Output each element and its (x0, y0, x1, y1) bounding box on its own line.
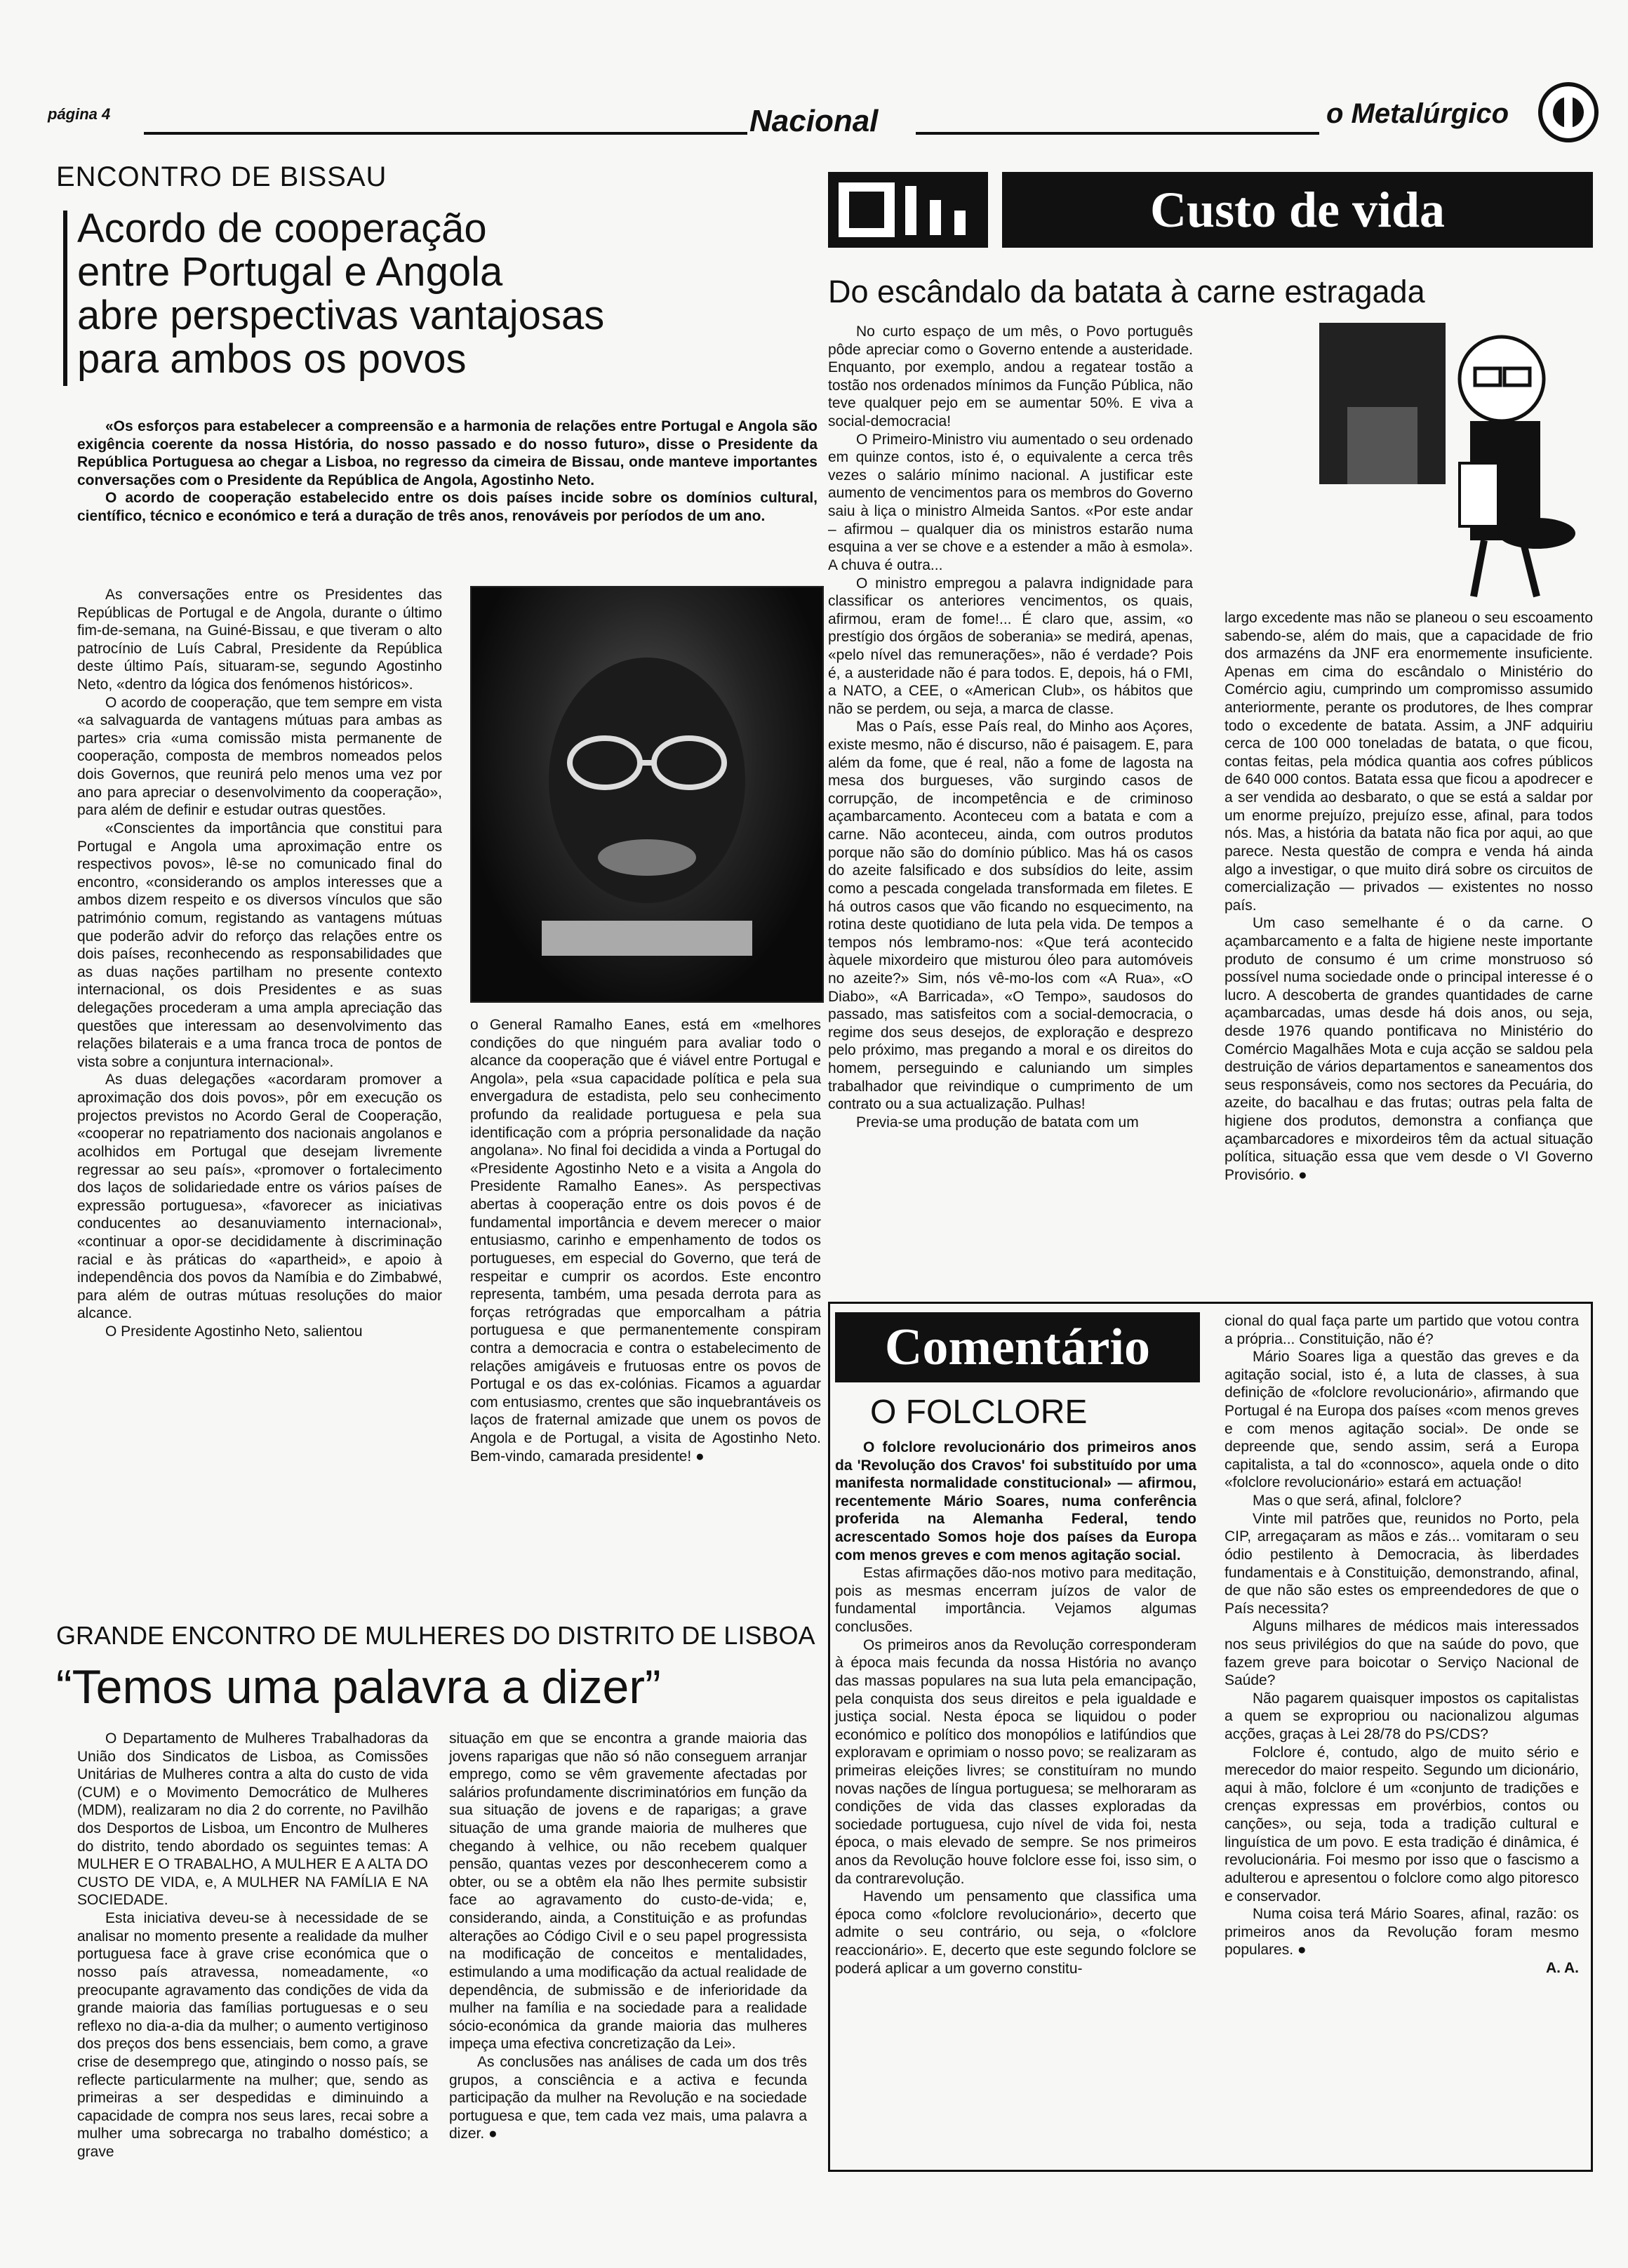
minister-cartoon (1319, 323, 1593, 603)
masthead-logo: o Metalúrgico (1326, 98, 1509, 129)
comentario-title: O FOLCLORE (870, 1394, 1088, 1431)
comentario-banner: Comentário (835, 1312, 1200, 1382)
body-paragraph: situação em que se encontra a grande maioria das jovens raparigas que não só não conseguem arranjar emprego, como se vêm gravemente afectadas por salários profundamente discriminatórios em função da sua situação de jovens e de raparigas; a grave situação de uma grande maioria de mulheres que chegando à velhice, ou não recebem qualquer pensão, quantas vezes por desconhecerem como a obter, ou se a obtêm ela não lhes permite subsistir face ao agravamento do custo-de-vida; e, considerando, ainda, a Constituição e as profundas alterações ao Código Civil e o seu papel progressista na modificação de conceitos e mentalidades, estimulando a uma modificação da actual realidade de dependência, de submissão e de inferioridade da mulher na família e na sociedade para a realidade sócio-económica da grande maioria das mulheres impeça uma efectiva concretização da Lei». (449, 1730, 807, 2053)
body-paragraph: Mas o País, esse País real, do Minho aos Açores, existe mesmo, não é discurso, não é paisagem. E, para além da fome, que é real, não a fome de lagosta na mesa dos burgueses, vão surgindo casos de corrupção, de incompetência e de criminoso açambarcamento. Aconteceu com a batata e com a carne. Não aconteceu, ainda, com outros produtos porque não são do domínio público. Mas há os casos do azeite falsificado e dos subsídios do leite, assim como a pescada congelada transformada em filetes. E há outros casos que vão ficando no esquecimento, na rotina deste quotidiano de luta pela vida. De tempos a tempos nós lembramo-nos: «Que terá acontecido àquele mixordeiro que misturou óleo para automóveis no azeite?» Sim, nós vê-mo-los com «A Rua», «O Diabo», «A Barricada», «O Tempo», saudosos do passado, mas satisfeitos com a social-democracia, o regime dos seus desejos, de exploração e desprezo pelo próximo, mas pregando a moral e os direitos do homem, perseguindo e caluniando um simples trabalhador que reivindique o cumprimento de um contrato ou a sua actualização. Pulhas! (828, 719, 1193, 1113)
comentario-column-2 (1225, 1312, 1579, 1977)
comentario-column-1 (835, 1439, 1196, 1977)
angola-lead-paragraph: O acordo de cooperação estabelecido entre os dois países incide sobre os domínios cultural, científico, técnico e económico e terá a duração de três anos, renováveis por períodos de um ano. (77, 490, 818, 525)
custo-banner: Custo de vida (1002, 172, 1593, 248)
body-paragraph: Um caso semelhante é o da carne. O açambarcamento e a falta de higiene neste importante produto de consumo é um crime monstruoso só possível numa sociedade onde o principal interesse é o lucro. A descoberta de grandes quantidades de carne açambarcadas, umas desde há dois anos, ou seja, desde 1976 quando pontificava no Ministério do Comércio Magalhães Mota e cuja acção se saldou pela destruição de vários departamentos e saneamentos dos seus responsáveis, como nos sectores da Pecuária, do azeite, do bacalhau e das frutas; outras pela falta de higiene dos produtos, demonstra a confiança que açambarcadores e mixordeiros têm da actual situação política, situação essa que vem desde o VI Governo Provisório. ● (1225, 915, 1593, 1183)
body-paragraph: As duas delegações «acordaram promover a aproximação dos dois povos», pôr em execução os projectos previstos no Acordo Geral de Cooperação, «cooperar no repatriamento dos nacionais angolanos e acolhidos em Portugal que desejam livremente regressar ao seu país», «promover o fortalecimento dos laços de solidariedade entre os vários países de expressão portuguesa», «favorecer as iniciativas conducentes ao desanuviamento internacional», «continuar a opor-se decididamente à discriminação racial e às práticas do «apartheid», e apoio à independência dos povos da Namíbia e do Zimbabwé, para além de outras mútuas resoluções do maior alcance. (77, 1072, 442, 1322)
comentario-frame-top (828, 1302, 1593, 1304)
angola-kicker: ENCONTRO DE BISSAU (56, 161, 387, 192)
body-paragraph: As conclusões nas análises de cada um dos três grupos, a consciência e a activa e fecunda participação da mulher na Revolução e na sociedade portuguesa e que, tem cada vez mais, uma palavra a dizer. ● (449, 2053, 807, 2142)
comentario-frame-bottom (828, 2170, 1593, 2172)
emblem-icon (1537, 81, 1600, 144)
custo-column-1 (828, 323, 1193, 1131)
comentario-frame-left (828, 1302, 830, 2172)
angola-headline-bar (63, 211, 67, 386)
angola-lead (77, 418, 818, 526)
body-paragraph: O Departamento de Mulheres Trabalhadoras da União dos Sindicatos de Lisboa, as Comissões Unitárias de Mulheres contra a alta do custo de vida (CUM) e o Movimento Democrático de Mulheres (MDM), realizaram no dia 2 do corrente, no Pavilhão dos Desportos de Lisboa, um Encontro de Mulheres do distrito, tendo abordado os seguintes temas: A MULHER E O TRABALHO, A MULHER E A ALTA DO CUSTO DE VIDA, e, A MULHER NA FAMÍLIA E NA SOCIEDADE. (77, 1730, 428, 1909)
angola-headline-line: Acordo de cooperação (77, 206, 487, 251)
custo-headline: Do escândalo da batata à carne estragada (828, 274, 1425, 309)
comentario-frame-right (1591, 1302, 1593, 2172)
custo-column-2 (1225, 609, 1593, 1185)
body-paragraph: O Presidente Agostinho Neto, salientou (105, 1323, 363, 1340)
mulheres-headline: “Temos uma palavra a dizer” (56, 1660, 661, 1714)
body-paragraph: Mas o que será, afinal, folclore? (1253, 1493, 1462, 1509)
mulheres-kicker: GRANDE ENCONTRO DE MULHERES DO DISTRITO DE LISBOA (56, 1621, 815, 1650)
body-paragraph: Esta iniciativa deveu-se à necessidade de se analisar no momento presente a realidade da mulher portuguesa face à grave crise económica que o nosso país atravessa, nomeadamente, «o preocupante agravamento das condições de vida da grande maioria das famílias portuguesas e o seu reflexo no dia-a-dia da mulher; o aumento vertiginoso dos preços dos bens essenciais, bem como, a grave crise de desemprego que, atingindo o nosso país, se reflecte particularmente na mulher; que, sendo as primeiras a ser despedidas e diminuindo a capacidade de compra nos seus lares, recai sobre a mulher uma sobrecarga no trabalho doméstico; a grave (77, 1910, 428, 2161)
body-paragraph: Estas afirmações dão-nos motivo para meditação, pois as mesmas encerram juízos de valor de fundamental importância. Vejamos algumas conclusões. (835, 1565, 1196, 1636)
mulheres-column-2 (449, 1730, 807, 2143)
custo-logo-box (828, 172, 988, 248)
body-paragraph: Havendo um pensamento que classifica uma época como «folclore revolucionário», decerto que admite o seu contrário, ou seja, o «folclore reaccionário». E, decerto que este segundo folclore se poderá aplicar a um governo constitu- (835, 1888, 1196, 1977)
body-paragraph: o General Ramalho Eanes, está em «melhores condições do que ninguém para avaliar todo o alcance da cooperação que é viável entre Portugal e Angola», pela «sua capacidade política e pela sua envergadura de estadista, pelo seu conhecimento profundo da realidade portuguesa e pela sua identificação com a própria personalidade da nação angolana». No final foi decidida a vinda a Portugal do «Presidente Agostinho Neto e a visita a Angola do Presidente Ramalho Eanes». As perspectivas abertas à cooperação entre os dois povos é de fundamental importância e devem merecer o maior entusiasmo, carinho e empenhamento de todos os portugueses, em especial do Governo, que terá de respeitar e cumprir os acordos. Este encontro representa, também, uma pesada derrota para as forças retrógradas que emporcalham a pátria portuguesa e que permanentemente conspiram contra a democracia e contra o estabelecimento de relações amigáveis e frutuosas entre os povos de Portugal e os das ex-colónias. Ficamos a aguardar com entusiasmo, crentes que são inquebrantáveis os laços de fraternal amizade que unem os povos de Angola e de Portugal, a visita de Agostinho Neto. Bem-vindo, camarada presidente! ● (470, 1017, 821, 1465)
body-paragraph: Não pagarem quaisquer impostos os capitalistas a quem se expropriou ou nacionalizou algumas acções, graças à Lei 28/78 do PS/CDS? (1225, 1690, 1579, 1743)
body-paragraph: Folclore é, contudo, algo de muito sério e merecedor do maior respeito. Segundo um dicionário, aqui à mão, folclore é um «conjunto de tradições e crenças expressas em provérbios, contos ou canções», ou seja, toda a tradição cultural e linguística de um povo. E esta tradição é dinâmica, é revolucionária. Foi mesmo por isso que o fascismo a adulterou e apresentou o folclore como algo pitoresco e conservador. (1225, 1744, 1579, 1905)
body-paragraph: O Primeiro-Ministro viu aumentado o seu ordenado em quinze contos, isto é, o equivalente a cerca três vezes o salário mínimo nacional. A justificar este aumento de vencimentos para os membros do Governo saiu à liça o ministro Almeida Santos. «Por este andar – afirmou – qualquer dia os ministros estarão numa esquina a ver se chove e a estender a mão à esmola». A chuva é outra... (828, 431, 1193, 573)
cartoon-illustration (1319, 323, 1593, 603)
body-paragraph: Previa-se uma produção de batata com um (856, 1114, 1139, 1130)
body-paragraph: O ministro empregou a palavra indignidade para classificar os anteriores vencimentos, os quais, afirmou, eram de fome!... É claro que, assim, «o prestígio dos órgãos de soberania» se medirá, apenas, «pelo nível das remunerações», não é verdade? Pois é, a austeridade não é para todos. E, depois, há o FMI, a NATO, a CEE, o «American Club», os hábitos que não se perdem, ou seja, a marca de classe. (828, 575, 1193, 717)
custo-logo-icon (828, 172, 988, 248)
body-paragraph: cional do qual faça parte um partido que votou contra a própria... Constituição, não é? (1225, 1313, 1579, 1347)
body-paragraph: Alguns milhares de médicos mais interessados nos seus privilégios do que na saúde do povo, que fazem greve para boicotar o Serviço Nacional de Saúde? (1225, 1618, 1579, 1689)
angola-headline (77, 207, 821, 381)
body-paragraph: Numa coisa terá Mário Soares, afinal, razão: os primeiros anos da Revolução foram mesmo populares. ● (1225, 1906, 1579, 1959)
angola-headline-line: entre Portugal e Angola (77, 249, 503, 295)
body-paragraph: Mário Soares liga a questão das greves e da agitação social, isto é, a luta de classes, à sua definição de «folclore revolucionário», afirmando que Portugal é na Europa dos países «com menos greves e com menos agitação social». De onde se depreende que, sendo assim, será a Europa capitalista, a tal do «connosco», aquela onde o dito «folclore revolucionário» estará em actuação! (1225, 1349, 1579, 1491)
agostinho-neto-photo (470, 586, 824, 1003)
section-name: Nacional (749, 104, 879, 138)
header-rule-left (144, 132, 747, 135)
body-paragraph: As conversações entre os Presidentes das Repúblicas de Portugal e de Angola, durante o último fim-de-semana, na Guiné-Bissau, e que tiveram o alto patrocínio de Luís Cabral, Presidente da República deste último País, situaram-se, segundo Agostinho Neto, «dentro da lógica dos fenómenos históricos». (77, 587, 442, 693)
body-paragraph: O folclore revolucionário dos primeiros anos da 'Revolução dos Cravos' foi substituído por uma manifesta normalidade constitucional» — afirmou, recentemente Mário Soares, numa conferência proferida na Alemanha Federal, tendo acrescentado Somos hoje dos países da Europa com menos greves e com menos agitação social. (835, 1439, 1196, 1563)
portrait-illustration (521, 633, 773, 956)
header-rule-right (916, 132, 1319, 135)
page-number: página 4 (48, 105, 111, 123)
body-paragraph: Vinte mil patrões que, reunidos no Porto, pela CIP, arregaçaram as mãos e zás... vomitaram o seu ódio pestilento à Democracia, às liberdades fundamentais e à Constituição, demonstrando, afinal, de que não são estes os empreendedores de que o País necessita? (1225, 1510, 1579, 1617)
body-paragraph: Os primeiros anos da Revolução corresponderam à época mais fecunda da nossa História no avanço das massas populares na sua luta pela emancipação, pela conquista dos seus direitos e pela igualdade e justiça social. Nesta época se liquidou o poder económico e político dos monopólios e latifúndios que exploravam e oprimiam o nosso povo; se realizaram as primeiras eleições livres; se constituíram no mundo novas nações de língua portuguesa; se melhoraram as condições de vida das classes exploradas da sociedade portuguesa, cujo nível de vida foi, nesta época, o mais elevado de sempre. Se nos primeiros anos da Revolução houve folclore esse foi, isso sim, o da contrarevolução. (835, 1636, 1196, 1887)
angola-headline-line: para ambos os povos (77, 336, 467, 382)
mulheres-column-1 (77, 1730, 428, 2161)
body-paragraph: largo excedente mas não se planeou o seu escoamento sabendo-se, além do mais, que a capacidade de frio dos armazéns da JNF era enormemente insuficiente. Apenas em cima do escândalo o Ministério do Comércio agiu, cumprindo um compromisso assumido anteriormente, perante os produtores, de lhes comprar todo o excedente de batata. Assim, a JNF adquiriu cerca de 100 000 toneladas de batata, o que ficou, contas feitas, pela módica quantia aos cofres públicos de 640 000 contos. Batata essa que ficou a apodrecer e a ser vendida ao desbarato, o que se está a saldar por um enorme prejuízo, prejuízo esse, afinal, para todos nós. Mas, a história da batata não fica por aqui, ao que parece. Nesta questão de compra e venda há ainda algo a investigar, o que muito dirá sobre os circuitos de comercialização — privados — existentes no nosso país. (1225, 610, 1593, 914)
body-paragraph: «Conscientes da importância que constitui para Portugal e Angola uma aproximação entre os respectivos povos», lê-se no comunicado final do encontro, «considerando os amplos interesses que a ambos dizem respeito e os diversos vínculos que são património comum, registando as vantagens mútuas que poderão advir do reforço das relações entre os dois países, reconhecendo as responsabilidades que as duas nações partilham no presente contexto internacional, os dois Presidentes e as suas delegações procederam a uma ampla apreciação das questões que interessam ao desenvolvimento das relações bilaterais e a uma franca troca de pontos de vista sobre a conjuntura internacional». (77, 820, 442, 1070)
angola-column-2 (470, 1016, 821, 1465)
angola-column-1 (77, 586, 442, 1341)
body-paragraph: O acordo de cooperação, que tem sempre em vista «a salvaguarda de vantagens mútuas para ambas as partes» cria «uma comissão mista permanente de cooperação, composta de membros nomeados pelos dois Governos, que reunirá pelo menos uma vez por ano para apreciar o desenvolvimento da cooperação», para além de definir e estudar outras questões. (77, 694, 442, 819)
angola-lead-paragraph: «Os esforços para estabelecer a compreensão e a harmonia de relações entre Portugal e Angola são exigência coerente da nossa História, do nosso passado e do nosso futuro», disse o Presidente da República Portuguesa ao chegar a Lisboa, no regresso da cimeira de Bissau, onde manteve importantes conversações com o Presidente da República de Angola, Agostinho Neto. (77, 418, 818, 488)
body-paragraph: No curto espaço de um mês, o Povo português pôde apreciar como o Governo entende a austeridade. Enquanto, por exemplo, andou a regatear tostão a tostão nos ordenados mínimos da Função Pública, não teve qualquer pejo em se aumentar 50%. E viva a social-democracia! (828, 323, 1193, 430)
angola-headline-line: abre perspectivas vantajosas (77, 293, 605, 339)
author-signature: A. A. (1545, 1959, 1579, 1976)
